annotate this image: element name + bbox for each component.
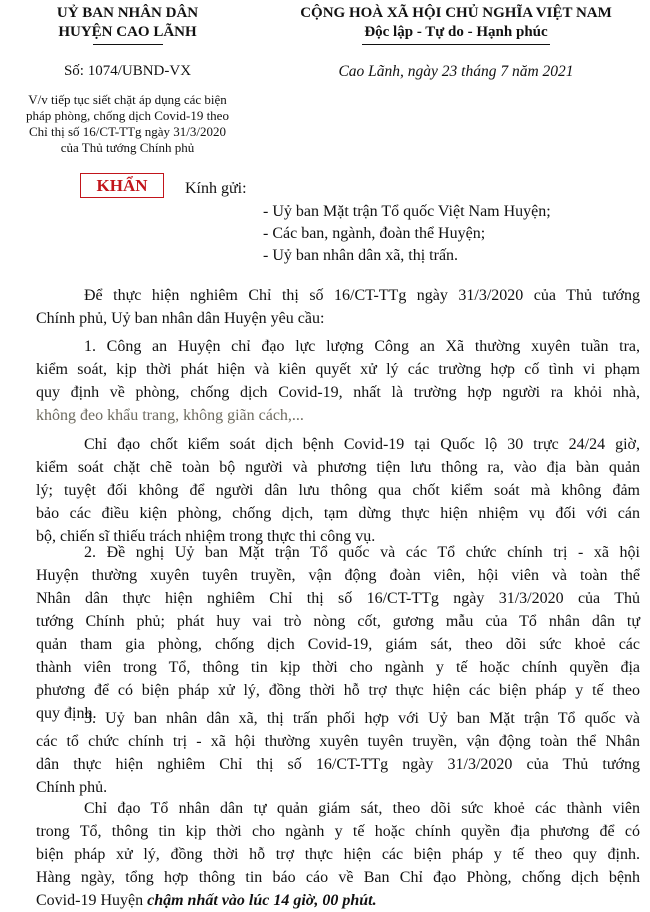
place-date: Cao Lãnh, ngày 23 tháng 7 năm 2021	[338, 63, 574, 80]
issuer-header	[0, 4, 255, 42]
body-line: 1. Công an Huyện chỉ đạo lực lượng Công an Xã thường xuyên tuần tra,	[84, 338, 640, 355]
body-line: Chỉ đạo chốt kiểm soát dịch bệnh Covid-19 tại Quốc lộ 30 trực 24/24 giờ,	[84, 436, 640, 453]
body-line: Nhân dân thực hiện nghiêm Chỉ thị số 16/CT-TTg ngày 31/3/2020 của Thủ	[36, 590, 640, 607]
body-line: lý; tuyệt đối không để người dân lưu thông qua chốt kiểm soát mà không đảm	[36, 482, 640, 499]
national-header	[262, 4, 650, 42]
recipient-item: - Uỷ ban Mặt trận Tổ quốc Việt Nam Huyện;	[263, 203, 551, 220]
body-line: 3. Uỷ ban nhân dân xã, thị trấn phối hợp với Uỷ ban Mặt trận Tổ quốc và	[84, 710, 640, 727]
body-line: biện pháp xử lý, đồng thời hỗ trợ thực hiện các biện pháp y tế theo quy định.	[36, 846, 640, 863]
body-line: Để thực hiện nghiêm Chỉ thị số 16/CT-TTg ngày 31/3/2020 của Thủ tướng	[84, 287, 640, 304]
body-line: phương để có biện pháp xử lý, đồng thời hỗ trợ thực hiện các biện pháp y tế theo	[36, 682, 640, 699]
paragraph-intro	[36, 284, 640, 330]
body-line: bộ, chiến sĩ thiếu trách nhiệm trong thực thi công vụ.	[36, 528, 376, 545]
body-line: không đeo khẩu trang, không giãn cách,...	[36, 407, 304, 424]
paragraph-item-3	[36, 707, 640, 799]
national-title: CỘNG HOÀ XÃ HỘI CHỦ NGHĨA VIỆT NAM	[300, 5, 612, 21]
body-line: quy định.	[36, 705, 97, 722]
body-line: Chính phủ, Uỷ ban nhân dân Huyện yêu cầu:	[36, 310, 325, 327]
greeting: Kính gửi:	[185, 180, 247, 197]
recipient-item: - Uỷ ban nhân dân xã, thị trấn.	[263, 247, 459, 264]
national-motto: Độc lập - Tự do - Hạnh phúc	[364, 24, 548, 40]
body-line: tướng Chính phủ; phát huy vai trò nòng cốt, gương mẫu của Tổ nhân dân tự	[36, 613, 640, 630]
urgent-stamp: KHẨN	[80, 173, 164, 198]
body-line: các tổ chức chính trị - xã hội thường xuyên tuyên truyền, vận động toàn thể Nhân	[36, 733, 640, 750]
body-line: dân thực hiện nghiêm Chỉ thị số 16/CT-TTg ngày 31/3/2020 của Thủ tướng	[36, 756, 640, 773]
body-line: kiểm soát, kịp thời phát hiện và kiên quyết xử lý các trường hợp cố tình vi phạm	[36, 361, 640, 378]
subject-line: pháp phòng, chống dịch Covid-19 theo	[26, 108, 229, 123]
body-line: kiểm soát chặt chẽ toàn bộ người và phương tiện lưu thông ra, vào địa bàn quản	[36, 459, 640, 476]
body-line: Chỉ đạo Tổ nhân dân tự quản giám sát, theo dõi sức khoẻ các thành viên	[84, 800, 640, 817]
body-line: bảo các điều kiện phòng, chống dịch, tạm dừng thực hiện nhiệm vụ đối với cán	[36, 505, 640, 522]
body-line-final	[36, 889, 640, 912]
final-prefix: Covid-19 Huyện	[36, 892, 144, 909]
issuer-name-line1: UỶ BAN NHÂN DÂN	[56, 5, 199, 21]
paragraph-item-1b	[36, 433, 640, 548]
document-number: Số: 1074/UBND-VX	[63, 63, 192, 79]
body-line: trong Tổ, thông tin kịp thời cho ngành y tế hoặc chính quyền địa phương để có	[36, 823, 640, 840]
subject-line: V/v tiếp tục siết chặt áp dụng các biện	[28, 92, 227, 107]
issuer-name-line2: HUYỆN CAO LÃNH	[58, 24, 197, 40]
paragraph-item-2	[36, 541, 640, 725]
motto-underline	[362, 44, 550, 45]
body-line: thành viên trong Tổ, thông tin kịp thời cho ngành y tế hoặc chính quyền địa	[36, 659, 640, 676]
paragraph-item-1	[36, 335, 640, 427]
body-line: Chính phủ.	[36, 779, 108, 796]
subject-line: của Thủ tướng Chính phủ	[60, 140, 195, 155]
subject-line: Chỉ thị số 16/CT-TTg ngày 31/3/2020	[28, 124, 227, 139]
body-line: quản tham gia phòng, chống dịch Covid-19, giám sát, theo dõi sức khoẻ các	[36, 636, 640, 653]
body-line: Huyện thường xuyên tuyên truyền, vận động đoàn viên, hội viên và toàn thể	[36, 567, 640, 584]
body-line: Hàng ngày, tổng hợp thông tin báo cáo về Ban Chỉ đạo Phòng, chống dịch bệnh	[36, 869, 640, 886]
document-subject	[0, 92, 255, 156]
body-line: 2. Đề nghị Uỷ ban Mặt trận Tổ quốc và các Tổ chức chính trị - xã hội	[84, 544, 640, 561]
recipient-item: - Các ban, ngành, đoàn thể Huyện;	[263, 225, 486, 242]
body-line: quy định về phòng, chống dịch Covid-19, nhất là trường hợp người ra khỏi nhà,	[36, 384, 640, 401]
issuer-underline	[93, 44, 163, 45]
deadline-emphasis: chậm nhất vào lúc 14 giờ, 00 phút.	[147, 892, 377, 909]
